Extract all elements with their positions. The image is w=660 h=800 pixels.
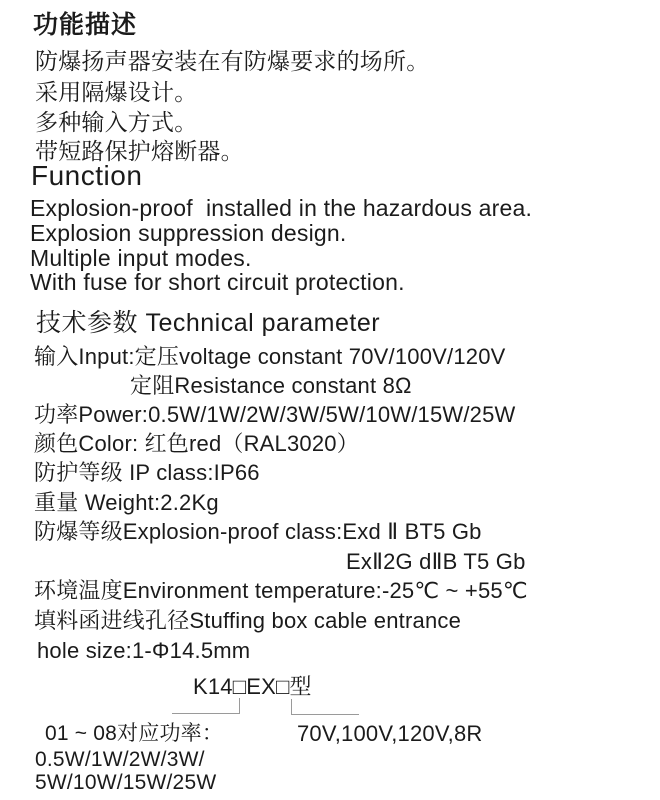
spec-color: 颜色Color: 红色red（RAL3020） bbox=[34, 431, 359, 456]
spec-input-voltage: 输入Input:定压voltage constant 70V/100V/120V bbox=[34, 344, 506, 369]
spec-environment-temperature: 环境温度Environment temperature:-25℃ ~ +55℃ bbox=[34, 578, 528, 603]
desc-zh-line-2: 采用隔爆设计。 bbox=[35, 79, 198, 105]
desc-zh-line-3: 多种输入方式。 bbox=[35, 109, 198, 135]
model-left-label-line-2: 0.5W/1W/2W/3W/ bbox=[35, 748, 205, 771]
spec-stuffing-box-1: 填料函进线孔径Stuffing box cable entrance bbox=[34, 608, 462, 633]
model-code: K14□EX□型 bbox=[193, 674, 312, 699]
spec-ip-class: 防护等级 IP class:IP66 bbox=[34, 460, 260, 485]
desc-zh-line-1: 防爆扬声器安装在有防爆要求的场所。 bbox=[35, 48, 430, 74]
desc-en-line-3: Multiple input modes. bbox=[30, 245, 252, 271]
spec-explosion-class-2: ExⅡ2G dⅡB T5 Gb bbox=[346, 549, 526, 574]
model-diagram-left-bracket-line bbox=[172, 698, 240, 714]
model-right-label: 70V,100V,120V,8R bbox=[297, 721, 483, 746]
model-left-label-line-1: 01 ~ 08对应功率： bbox=[45, 722, 224, 745]
desc-en-line-4: With fuse for short circuit protection. bbox=[30, 269, 405, 295]
desc-en-line-2: Explosion suppression design. bbox=[30, 220, 347, 246]
spec-power: 功率Power:0.5W/1W/2W/3W/5W/10W/15W/25W bbox=[34, 402, 516, 427]
model-left-label-line-3: 5W/10W/15W/25W bbox=[35, 771, 217, 794]
heading-function-zh: 功能描述 bbox=[33, 11, 138, 39]
model-diagram-right-bracket-line bbox=[291, 699, 359, 715]
spec-weight: 重量 Weight:2.2Kg bbox=[34, 490, 219, 515]
heading-function-en: Function bbox=[31, 160, 143, 191]
spec-explosion-class-1: 防爆等级Explosion-proof class:Exd Ⅱ BT5 Gb bbox=[34, 519, 482, 544]
spec-input-resistance: 定阻Resistance constant 8Ω bbox=[130, 373, 412, 398]
desc-en-line-1: Explosion-proof installed in the hazardous area. bbox=[30, 195, 533, 221]
spec-stuffing-box-2: hole size:1-Φ14.5mm bbox=[37, 638, 251, 663]
heading-technical-parameter: 技术参数 Technical parameter bbox=[36, 309, 381, 337]
desc-zh-line-4: 带短路保护熔断器。 bbox=[35, 138, 244, 164]
